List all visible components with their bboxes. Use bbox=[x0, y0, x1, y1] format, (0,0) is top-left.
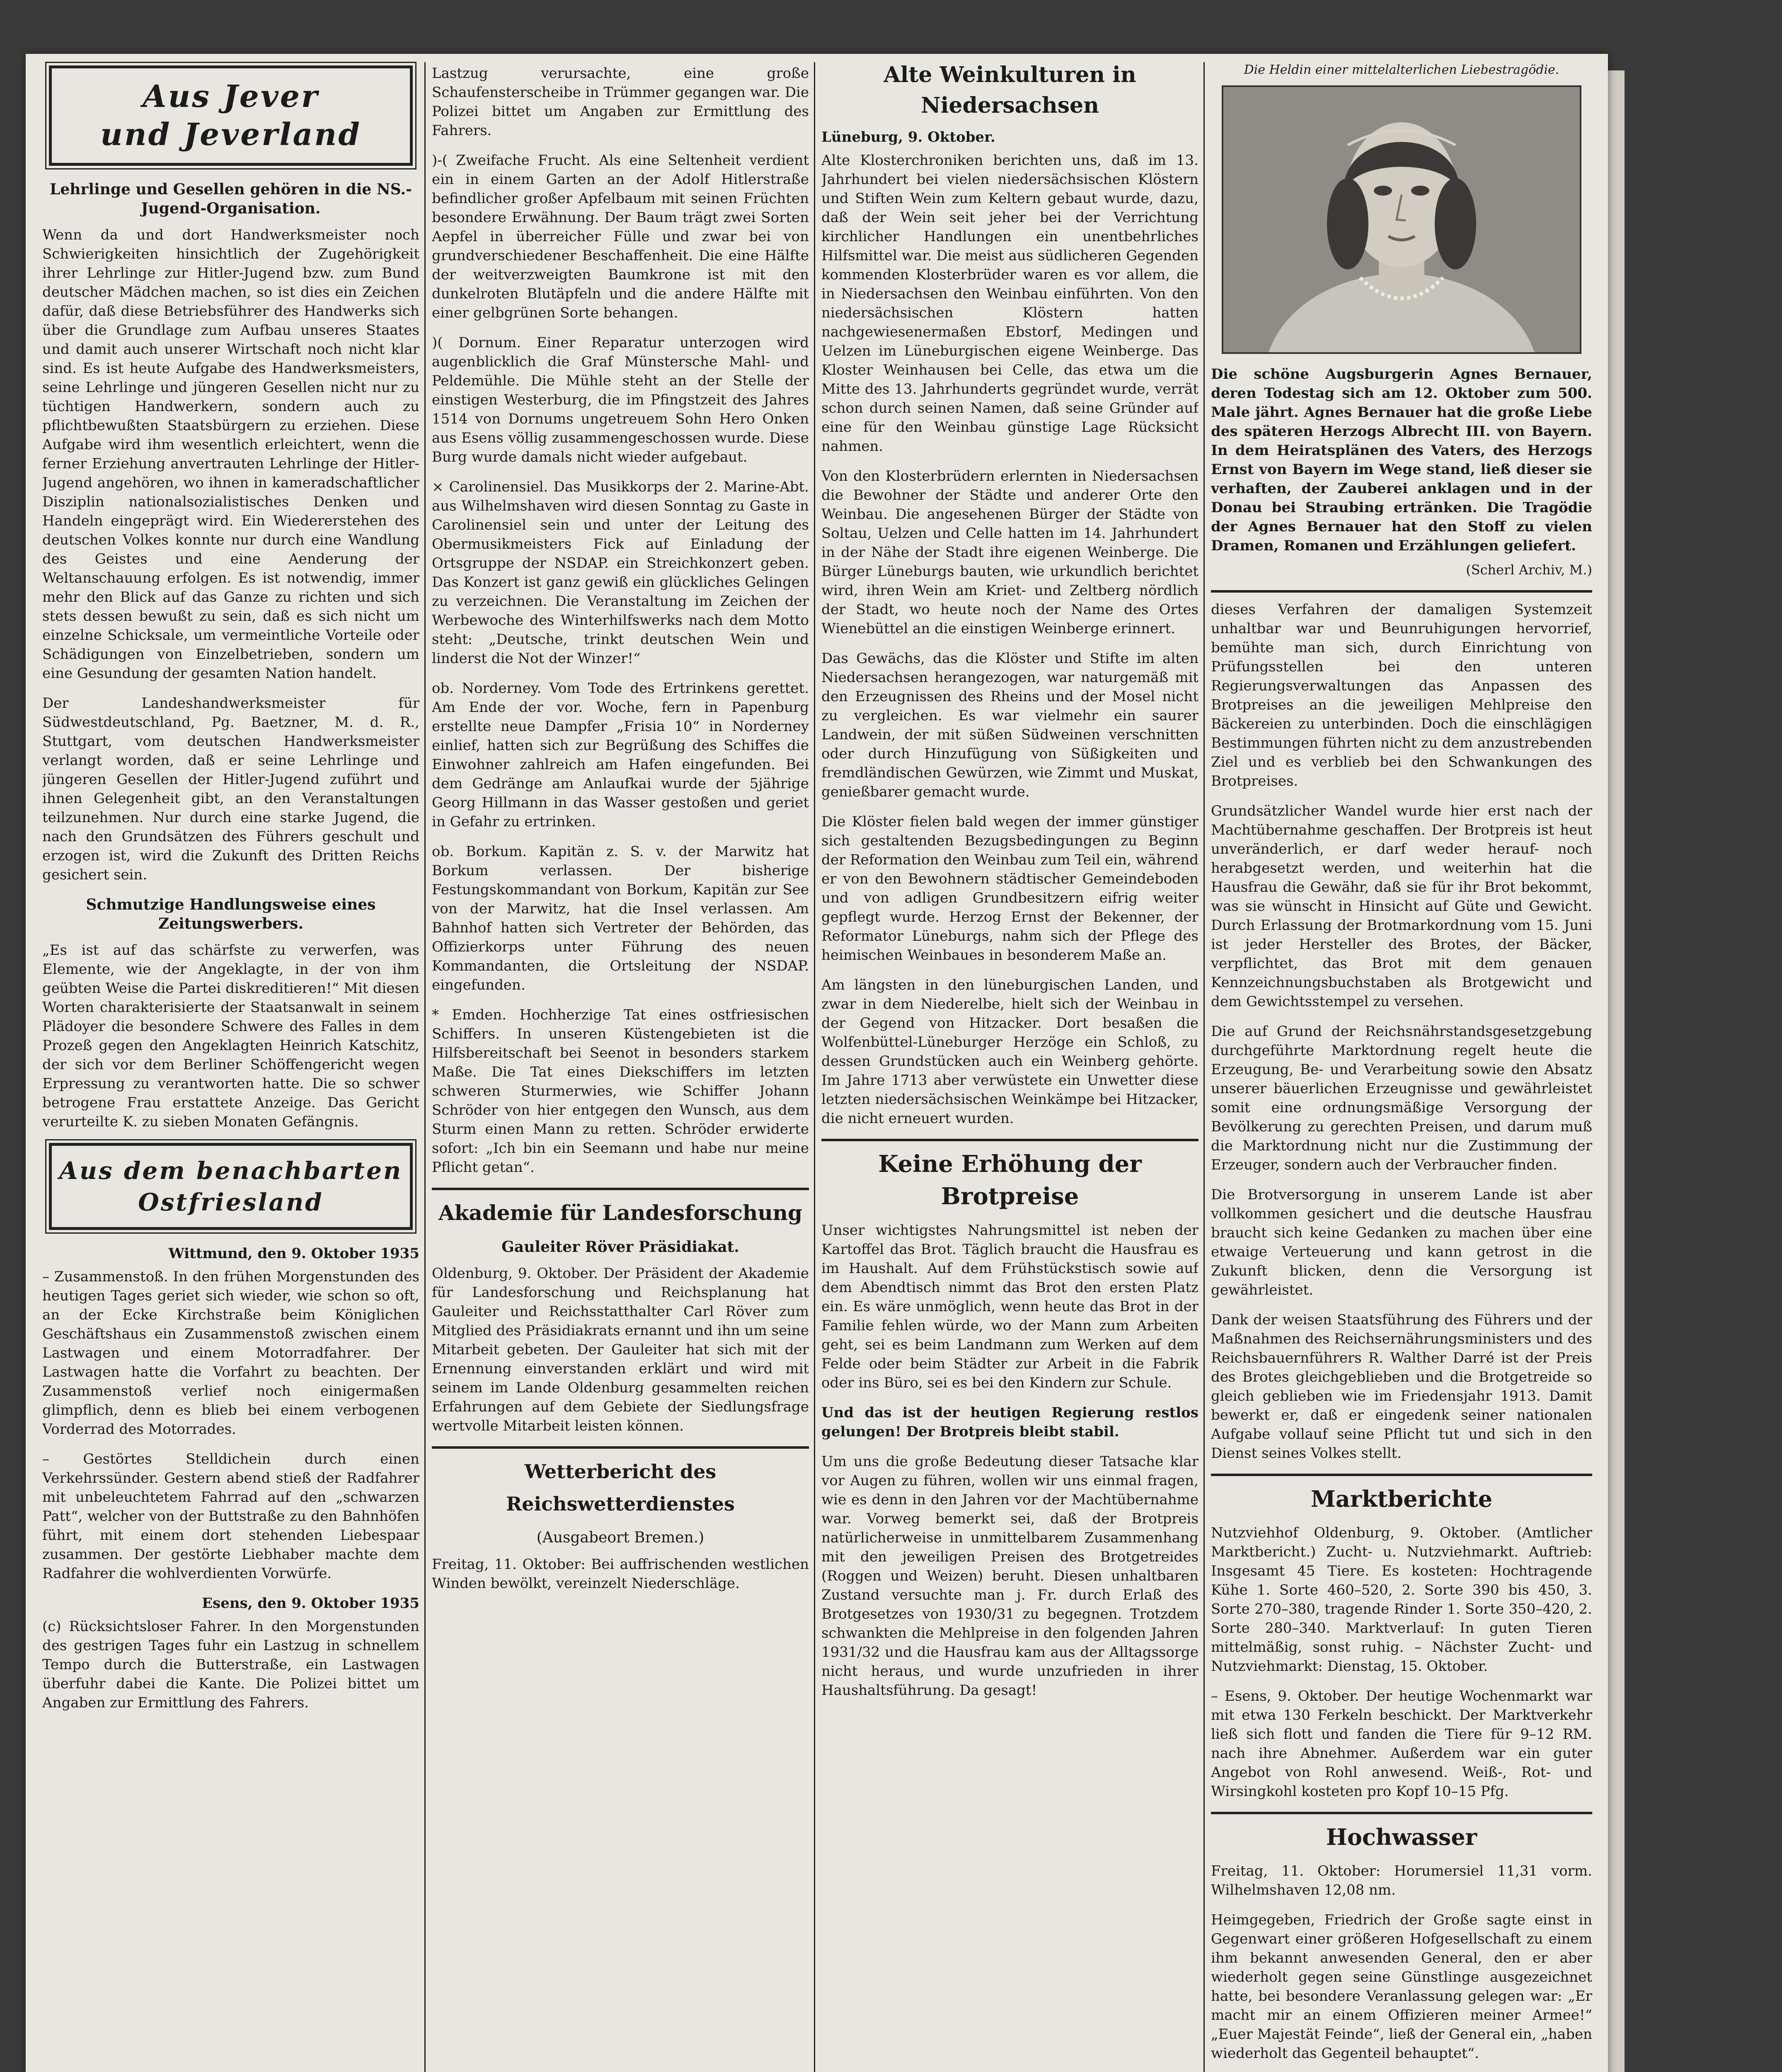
article-headline: Lehrlinge und Gesellen gehören in die NS.-Jugend-Organisation. bbox=[50, 181, 412, 217]
article-text: „Es ist auf das schärfste zu verwerfen, was Elemente, wie der Angeklagte, in der von ihm geübten Weise die Partei diskreditieren!“ Mit diesen Worten charakterisierte der Staatsanwalt in seinem Plädoyer die besondere Schwere des Falles in dem Prozeß gegen den Angeklagten Heinrich Katschitz, der sich vor dem Berliner Schöffengericht wegen Erpressung zu verantworten hatte. Die so schwer betrogene Frau erstattete Anzeige. Das Gericht verurteilte K. zu sieben Monaten Gefängnis. bbox=[42, 942, 419, 1130]
section-header-jever bbox=[49, 65, 413, 166]
column-4 bbox=[1211, 54, 1592, 2072]
article-text: ob. Norderney. Vom Tode des Ertrinkens gerettet. Am Ende der vor. Woche, fern in Papenburg erstellte neue Dampfer „Frisia 10“ in Norderney einlief, hatten sich zur Begrüßung des Schiffes die Einwohner zahlreich am Hafen eingefunden. Bei dem Gedränge am Anlaufkai wurde der 5jährige Georg Hillmann in das Wasser gestoßen und geriet in Gefahr zu ertrinken. bbox=[432, 680, 809, 830]
article-text: – Zusammenstoß. In den frühen Morgenstunden des heutigen Tages geriet sich wieder, wie schon so oft, an der Ecke Kirchstraße beim Königlichen Geschäftshaus ein Zusammenstoß zwischen einem Lastwagen und einem Motorradfahrer. Der Lastwagen hatte die Vorfahrt zu beachten. Der Zusammenstoß verlief noch einigermaßen glimpflich, denn es blieb bei einem verbogenen Vorderrad des Motorrades. bbox=[42, 1268, 419, 1438]
article-text: Oldenburg, 9. Oktober. Der Präsident der Akademie für Landesforschung und Reichsplanung hat Gauleiter und Reichsstatthalter Carl Röver zum Mitglied des Präsidiakrats ernannt und ihn um seine Mitarbeit gebeten. Der Gauleiter hat sich mit der Ernennung einverstanden erklärt und wird mit seinem im Lande Oldenburg gesammelten reichen Erfahrungen auf dem Gebiete der Siedlungsfrage wertvolle Mitarbeit leisten können. bbox=[432, 1265, 809, 1434]
article-text: (c) Rücksichtsloser Fahrer. In den Morgenstunden des gestrigen Tages fuhr ein Lastzug in schnellem Tempo durch die Butterstraße, ein Lastwagen überfuhr dabei die Kante. Die Polizei bittet um Angaben zur Ermittlung des Fahrers. bbox=[42, 1618, 419, 1711]
article-headline: Keine Erhöhung der Brotpreise bbox=[821, 1139, 1198, 1213]
article-text: Wenn da und dort Handwerksmeister noch Schwierigkeiten hinsichtlich der Zugehörigkeit ihrer Lehrlinge zur Hitler-Jugend bzw. zum Bund deutscher Mädchen machen, so ist dies ein Zeichen dafür, daß diese Betriebsführer des Handwerks sich über die Grundlage zum Aufbau unseres Staates und damit auch unserer Wirtschaft noch nicht klar sind. Es ist heute Aufgabe des Handwerksmeisters, seine Lehrlinge und jüngeren Gesellen nicht nur zu tüchtigen Handwerkern, sondern auch zu pflichtbewußten Staatsbürgern zu erziehen. Diese Aufgabe wird ihm wesentlich erleichtert, wenn die ferner Erziehung anvertrauten Lehrlinge der Hitler-Jugend angehören, wo ihnen in kameradschaftlicher Disziplin nationalsozialistisches Denken und Handeln eingeprägt wird. Ein Wiedererstehen des deutschen Volkes konnte nur durch eine Wandlung des Geistes und eine Aenderung der Weltanschauung erfolgen. Es ist notwendig, immer mehr den Blick auf das Ganze zu richten und sich stets dessen bewußt zu sein, daß es sich nicht um einzelne Schicksale, um vermeintliche Vorteile oder Schädigungen von Einzelbetrieben, sondern um eine Gesundung der gesamten Nation handelt. bbox=[42, 227, 419, 682]
article-subhead: Gauleiter Röver Präsidiakat. bbox=[501, 1238, 739, 1256]
article-text: Unser wichtigstes Nahrungsmittel ist neben der Kartoffel das Brot. Täglich braucht die Hausfrau es im Haushalt. Auf dem Frühstückstisch sowie auf dem Abendtisch nimmt das Brot den ersten Platz ein. Es wäre unmöglich, wenn heute das Brot in der Familie fehlen würde, wo der Mann zum Arbeiten geht, sei es beim Landmann zum Werken auf dem Felde oder beim Städter zur Arbeit in die Fabrik oder ins Büro, sei es bei den Kindern zur Schule. bbox=[821, 1222, 1198, 1391]
article-headline: Wetterbericht des Reichswetterdienstes bbox=[432, 1446, 809, 1520]
dateline: Lüneburg, 9. Oktober. bbox=[821, 129, 995, 145]
section-title-line-1: Aus dem benachbarten bbox=[59, 1157, 403, 1185]
article-text: Die Klöster fielen bald wegen der immer günstiger sich gestaltenden Bezugsbedingungen zu Beginn der Reformation den Weinbau zum Teil ein, während er von den Bewohnern städtischer Gemeindeboden und von adligen Grundbesitzern eifrig weiter gepflegt wurde. Herzog Ernst der Bekenner, der Reformator Lüneburgs, nahm sich der Pflege des heimischen Weinbaues in besonderem Maße an. bbox=[821, 813, 1198, 963]
column-2 bbox=[432, 54, 809, 2072]
article-headline: Akademie für Landesforschung bbox=[432, 1188, 809, 1229]
article-text: – Gestörtes Stelldichein durch einen Verkehrssünder. Gestern abend stieß der Radfahrer mit unbeleuchtetem Fahrrad auf den „schwarzen Patt“, welcher von der Buttstraße zu den Bahnhöfen führt, mit einem dort stehenden Liebespaar zusammen. Der gestörte Liebhaber machte dem Radfahrer die wohlverdienten Vorwürfe. bbox=[42, 1451, 419, 1582]
article-text: Das Gewächs, das die Klöster und Stifte im alten Niedersachsen herangezogen, war naturgemäß mit den Erzeugnissen des Rheins und der Mosel nicht zu vergleichen. Es war vielmehr ein saurer Landwein, der mit süßen Südweinen verschnitten oder durch Hinzufügung von Süßigkeiten und fremdländischen Gewürzen, wie Zimmt und Muskat, genießbarer gemacht wurde. bbox=[821, 650, 1198, 800]
article-text: ob. Borkum. Kapitän z. S. v. der Marwitz hat Borkum verlassen. Der bisherige Festungskommandant von Borkum, Kapitän zur See von der Marwitz, hat die Insel verlassen. Am Bahnhof hatten sich Vertreter der Behörden, das Offizierkorps unter Führung des neuen Kommandanten, die Ortsleitung der NSDAP. eingefunden. bbox=[432, 843, 809, 993]
article-text: * Emden. Hochherzige Tat eines ostfriesischen Schiffers. In unseren Küstengebieten ist die Hilfsbereitschaft bei Seenot in besonders starkem Maße. Die Tat eines Diekschiffers im letzten schweren Sturmerwies, wie Schiffer Johann Schröder von hier entgegen den Wunsch, aus dem Sturm einen Mann zu retten. Schröder erwiderte sofort: „Ich bin ein Seemann und habe nur meine Pflicht getan“. bbox=[432, 1007, 809, 1176]
article-text: Lastzug verursachte, eine große Schaufensterscheibe in Trümmer gegangen war. Die Polizei bittet um Angaben zur Ermittlung des Fahrers. bbox=[432, 65, 809, 139]
article-text: Alte Klosterchroniken berichten uns, daß im 13. Jahrhundert bei vielen niedersächsischen Klöstern und Stiften Wein zum Keltern gebaut wurde, dazu, daß der Wein seit jeher bei der Verrichtung kirchlicher Handlungen ein unentbehrliches Hilfsmittel war. Die meist aus südlicheren Gegenden kommenden Klosterbrüder waren es vor allem, die in Niedersachsen den Weinbau einführten. Von den niedersächsischen Klöstern hatten nachgewiesenermaßen Ebstorf, Medingen und Uelzen im Lüneburgischen eigene Weinberge. Das Kloster Weinhausen bei Celle, das etwa um die Mitte des 13. Jahrhunderts gegründet wurde, verrät schon durch seinen Namen, daß seine Gründer auf eine für den Weinbau günstige Lage Rücksicht nahmen. bbox=[821, 152, 1198, 455]
article-text: Die Brotversorgung in unserem Lande ist aber vollkommen gesichert und die deutsche Hausfrau braucht sich keine Gedanken zu machen über eine etwaige Verteuerung und kann getrost in die Zukunft blicken, denn die Versorgung ist gewährleistet. bbox=[1211, 1186, 1592, 1298]
article-text: )-( Zweifache Frucht. Als eine Seltenheit verdient ein in einem Garten an der Adolf Hitlerstraße befindlicher großer Apfelbaum mit seinen Früchten besondere Erwähnung. Der Baum trägt zwei Sorten Aepfel in überreicher Fülle und zwar bei von grundverschiedener Beschaffenheit. Die eine Hälfte der weitverzweigten Baumkrone ist mit den dunkelroten Blutäpfeln und die andere Hälfte mit einer gelbgrünen Sorte behangen. bbox=[432, 152, 809, 321]
article-text: Von den Klosterbrüdern erlernten in Niedersachsen die Bewohner der Städte und anderer Orte den Weinbau. Die angesehenen Bürger der Städte von Soltau, Uelzen und Celle hatten im 14. Jahrhundert in der Nähe der Stadt ihre eigenen Weinberge. Die Bürger Lüneburgs bauten, wie urkundlich berichtet wird, ihren Wein am Kriet- und Zeltberg nördlich der Stadt, wo heute noch der Name des Ortes Wienebüttel an die einstigen Weinberge erinnert. bbox=[821, 468, 1198, 637]
portrait-image bbox=[1223, 87, 1580, 352]
section-title-line-2: Ostfriesland bbox=[138, 1188, 324, 1216]
photo-caption: Die schöne Augsburgerin Agnes Bernauer, deren Todestag sich am 12. Oktober zum 500. Male jährt. Agnes Bernauer hat die große Liebe des späteren Herzogs Albrecht III. von Bayern. In dem Heiratsplänen des Vaters, des Herzogs Ernst von Bayern im Wege stand, ließ dieser sie verhaften, der Zauberei anklagen und in der Donau bei Straubing ertränken. Die Tragödie der Agnes Bernauer hat den Stoff zu vielen Dramen, Romanen und Erzählungen geliefert. bbox=[1211, 366, 1592, 554]
article-text-bold: Und das ist der heutigen Regierung restlos gelungen! Der Brotpreis bleibt stabil. bbox=[821, 1404, 1198, 1440]
article-text: )( Dornum. Einer Reparatur unterzogen wird augenblicklich die Graf Münstersche Mahl- und Peldemühle. Die Mühle steht an der Stelle der einstigen Westerburg, die im Pfingstzeit des Jahres 1514 von Dornums ungetreuem Sohn Hero Onken aus Esens völlig zusammengeschossen wurde. Diese Burg wurde damals nicht wieder aufgebaut. bbox=[432, 334, 809, 465]
article-text: Um uns die große Bedeutung dieser Tatsache klar vor Augen zu führen, wollen wir uns einmal fragen, wie es denn in den Jahren vor der Machtübernahme war. Vorweg bemerkt sei, daß der Brotpreis natürlicherweise in unmittelbarem Zusammenhang mit den jeweiligen Preisen des Brotgetreides (Roggen und Weizen) beruht. Diesen unhaltbaren Zustand versuchte man j. Fr. durch Erlaß des Brotgesetzes von 1930/31 zu begegnen. Trotzdem schwankten die Mehlpreise in den folgenden Jahren 1931/32 und die Hausfrau kam aus der Alltagssorge nicht heraus, und wurde unzufrieden in ihrer Haushaltsführung. Da gesagt! bbox=[821, 1453, 1198, 1699]
article-text: Freitag, 11. Oktober: Bei auffrischenden westlichen Winden bewölkt, vereinzelt Niederschläge. bbox=[432, 1556, 809, 1592]
article-headline: Alte Weinkulturen in Niedersachsen bbox=[884, 62, 1136, 118]
column-rule bbox=[424, 62, 426, 2072]
article-text: × Carolinensiel. Das Musikkorps der 2. Marine-Abt. aus Wilhelmshaven wird diesen Sonntag zu Gaste in Carolinensiel sein und unter der Leitung des Obermusikmeisters Fick auf Einladung der Ortsgruppe der NSDAP. ein Streichkonzert geben. Das Konzert ist ganz gewiß ein glückliches Gelingen zu verzeichnen. Die Veranstaltung im Zeichen der Werbewoche des Winterhilfswerks nach dem Motto steht: „Deutsche, trinkt deutschen Wein und linderst die Not der Winzer!“ bbox=[432, 479, 809, 667]
article-text: Freitag, 11. Oktober: Horumersiel 11,31 vorm. Wilhelmshaven 12,08 nm. bbox=[1211, 1863, 1592, 1898]
article-headline: Marktberichte bbox=[1211, 1474, 1592, 1515]
photo-headline: Die Heldin einer mittelalterlichen Liebestragödie. bbox=[1244, 63, 1559, 77]
article-text: Heimgegeben, Friedrich der Große sagte einst in Gegenwart einer größeren Hofgesellschaft zu einem ihm bekannt anwesenden General, den er aber wiederholt gegen seine Günstlinge ausgezeichnet hatte, bei besondere Veranlassung gelegen war: „Er macht mir an einem Offizieren meiner Armee!“ „Euer Majestät Feinde“, ließ der General ein, „haben wiederholt das Gegenteil behauptet“. bbox=[1211, 1912, 1592, 2062]
column-1 bbox=[42, 54, 419, 2072]
column-rule bbox=[814, 62, 815, 2072]
newspaper-page bbox=[26, 54, 1608, 2072]
column-rule bbox=[1203, 62, 1205, 2072]
article-text: Die auf Grund der Reichsnährstandsgesetzgebung durchgeführte Marktordnung regelt heute die Erzeugung, Be- und Verarbeitung sowie den Absatz unserer bäuerlichen Erzeugnisse und gewährleistet somit eine ordnungsmäßige Versorgung der Bevölkerung zu gerechten Preisen, und darum muß die Marktordnung nicht nur die Zustimmung der Erzeuger, sondern auch der Verbraucher finden. bbox=[1211, 1023, 1592, 1173]
page-edge bbox=[1608, 70, 1625, 2072]
article-subhead: (Ausgabeort Bremen.) bbox=[536, 1529, 705, 1546]
article-text: Der Landeshandwerksmeister für Südwestdeutschland, Pg. Baetzner, M. d. R., Stuttgart, vom deutschen Handwerksmeister verlangt worden, daß er seine Lehrlinge und jüngeren Gesellen der Hitler-Jugend zuführt und ihnen Gelegenheit gibt, an den Veranstaltungen teilzunehmen. Nur durch eine starke Jugend, die nach den Grundsätzen des Führers geschult und erzogen ist, wird die Zukunft des Dritten Reichs gesichert sein. bbox=[42, 695, 419, 883]
article-text: dieses Verfahren der damaligen Systemzeit unhaltbar war und Beunruhigungen hervorrief, bemühte man sich, durch Einrichtung von Prüfungsstellen bei den unteren Regierungsverwaltungen das Anpassen des Brotpreises an die jeweiligen Mehlpreise den Bäckereien zu unterbinden. Doch die einschlägigen Bestimmungen führten nicht zu dem anzustrebenden Ziel und es verblieb bei den Schwankungen des Brotpreises. bbox=[1211, 601, 1592, 789]
article-text: – Esens, 9. Oktober. Der heutige Wochenmarkt war mit etwa 130 Ferkeln beschickt. Der Marktverkehr ließ sich flott und fanden die Tiere für 9–12 RM. nach ihre Abnehmer. Außerdem war ein guter Angebot von Rohl anwesend. Weiß-, Rot- und Wirsingkohl kosteten pro Kopf 10–15 Pfg. bbox=[1211, 1688, 1592, 1800]
dateline: Esens, den 9. Oktober 1935 bbox=[202, 1595, 419, 1612]
section-rule bbox=[1211, 590, 1592, 593]
article-text: Dank der weisen Staatsführung des Führers und der Maßnahmen des Reichsernährungsministers und des Reichsbauernführers R. Walther Darré ist der Preis des Brotes gleichgeblieben und die Brotgetreide so gleich geblieben wie im Friedensjahr 1913. Damit bewerkt er, daß er eingedenk seiner nationalen Aufgabe vollauf seine Pflicht tut und sich in den Dienst seines Volkes stellt. bbox=[1211, 1312, 1592, 1462]
article-text: Nutzviehhof Oldenburg, 9. Oktober. (Amtlicher Marktbericht.) Zucht- u. Nutzviehmarkt. Auftrieb: Insgesamt 45 Tiere. Es kosteten: Hochtragende Kühe 1. Sorte 460–520, 2. Sorte 390 bis 450, 3. Sorte 270–380, tragende Rinder 1. Sorte 350–420, 2. Sorte 280–340. Marktverlauf: In guten Tieren mittelmäßig, sonst ruhig. – Nächster Zucht- und Nutzviehmarkt: Dienstag, 15. Oktober. bbox=[1211, 1525, 1592, 1675]
photo-credit: (Scherl Archiv, M.) bbox=[1466, 562, 1592, 578]
article-headline: Schmutzige Handlungsweise eines Zeitungswerbers. bbox=[86, 896, 376, 932]
section-title-line-1: Aus Jever bbox=[143, 79, 319, 114]
article-text: Grundsätzlicher Wandel wurde hier erst nach der Machtübernahme geschaffen. Der Brotpreis ist heut unveränderlich, er darf weder herauf- noch herabgesetzt werden, und weiterhin hat die Hausfrau die Gewähr, daß sie für ihr Brot bekommt, was sie wünscht in Hinsicht auf Güte und Gewicht. Durch Erlassung der Brotmarkordnung vom 15. Juni ist jeder Hersteller des Brotes, der Bäcker, verpflichtet, das Brot mit dem genauen Kennzeichnungsbuchstaben als Brotgewicht und dem Gewichtsstempel zu versehen. bbox=[1211, 803, 1592, 1010]
article-text: Am längsten in den lüneburgischen Landen, und zwar in dem Niederelbe, hielt sich der Weinbau in der Gegend von Hitzacker. Dort besaßen die Wolfenbüttel-Lüneburger Herzöge ein Schloß, zu dessen Grundstücken auch ein Weinberg gehörte. Im Jahre 1713 aber verwüstete ein Unwetter diese letzten niedersächsischen Weinkämpe bei Hitzacker, die nicht erneuert wurden. bbox=[821, 977, 1198, 1127]
dateline: Wittmund, den 9. Oktober 1935 bbox=[168, 1245, 419, 1262]
portrait-photo bbox=[1222, 85, 1581, 354]
article-headline: Hochwasser bbox=[1211, 1812, 1592, 1853]
column-3 bbox=[821, 54, 1198, 2072]
section-header-ostfriesland bbox=[49, 1143, 413, 1230]
section-title-line-2: und Jeverland bbox=[100, 117, 361, 152]
